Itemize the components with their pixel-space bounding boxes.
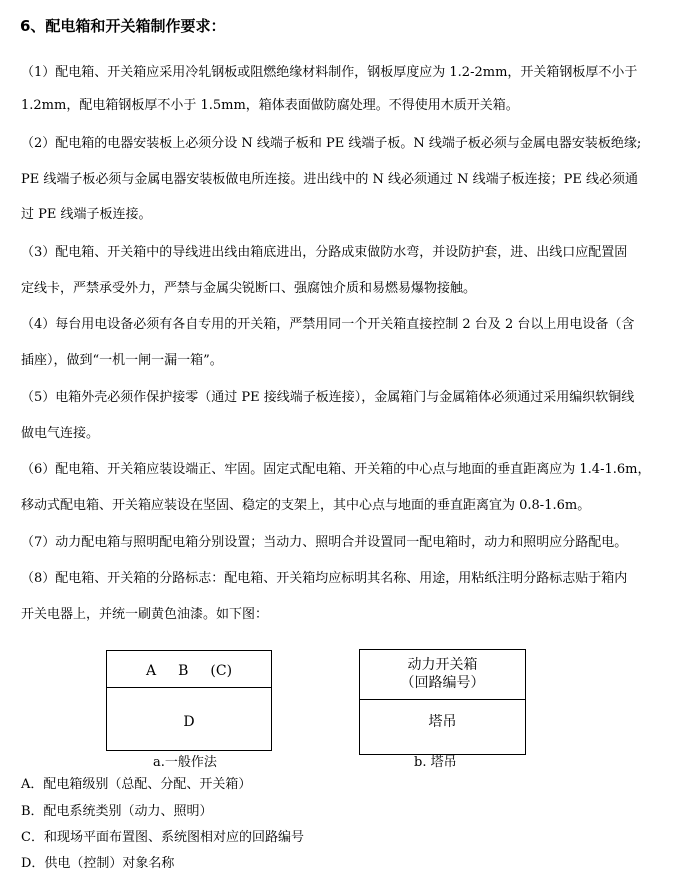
diagram-a-header	[107, 662, 271, 680]
diagram-a-divider	[107, 687, 271, 688]
paragraph-line: 1.2mm，配电箱钢板厚不小于 1.5mm，箱体表面做防腐处理。不得使用木质开关箱。	[21, 98, 519, 113]
paragraph-line: （7）动力配电箱与照明配电箱分别设置；当动力、照明合并设置同一配电箱时，动力和照明应分路配电。	[21, 535, 628, 550]
paragraph-line: 过 PE 线端子板连接。	[21, 207, 152, 222]
diagram-b-caption: b. 塔吊	[414, 755, 457, 770]
diagram-b-box	[359, 649, 526, 755]
paragraph-line: 开关电器上，并统一刷黄色油漆。如下图：	[21, 607, 269, 622]
diagram-a-box	[106, 650, 272, 751]
paragraph-line: （5）电箱外壳必须作保护接零（通过 PE 接线端子板连接），金属箱门与金属箱体必须通过采用编织软铜线	[21, 390, 635, 405]
paragraph-line: （8）配电箱、开关箱的分路标志：配电箱、开关箱均应标明其名称、用途，用粘纸注明分路标志贴于箱内	[21, 571, 628, 586]
legend-item-c: C．和现场平面布置图、系统图相对应的回路编号	[21, 830, 304, 845]
diagram-b-subtitle: （回路编号）	[400, 675, 485, 691]
diagram-a-label-d: D	[183, 714, 195, 730]
paragraph-line: （1）配电箱、开关箱应采用冷轧钢板或阻燃绝缘材料制作，钢板厚度应为 1.2-2mm，开关箱钢板厚不小于	[21, 65, 638, 80]
diagram-a-label-c: (C)	[210, 663, 233, 679]
legend-item-d: D．供电（控制）对象名称	[21, 856, 175, 871]
paragraph-line: PE 线端子板必须与金属电器安装板做电所连接。进出线中的 N 线必须通过 N 线端子板连接；PE 线必须通	[21, 172, 639, 187]
paragraph-line: 移动式配电箱、开关箱应装设在坚固、稳定的支架上，其中心点与地面的垂直距离宜为 0.8-1.6m。	[21, 498, 591, 513]
paragraph-line: 定线卡，严禁承受外力，严禁与金属尖锐断口、强腐蚀介质和易燃易爆物接触。	[21, 281, 477, 296]
diagram-a-label-a: A	[145, 663, 157, 679]
diagram-b-title: 动力开关箱	[407, 657, 478, 673]
diagram-a-caption: a.一般作法	[153, 755, 217, 770]
paragraph-line: 插座），做到“一机一闸一漏一箱”。	[21, 353, 223, 368]
diagram-a-label-b: B	[178, 663, 189, 679]
diagram-b-bottom: 塔吊	[428, 714, 457, 730]
legend-item-a: A．配电箱级别（总配、分配、开关箱）	[21, 777, 252, 792]
paragraph-line: （3）配电箱、开关箱中的导线进出线由箱底进出，分路成束做防水弯，并设防护套，进、出线口应配置固	[21, 245, 628, 260]
paragraph-line: （4）每台用电设备必须有各自专用的开关箱，严禁用同一个开关箱直接控制 2 台及 2 台以上用电设备（含	[21, 317, 635, 332]
section-title: 6、配电箱和开关箱制作要求：	[20, 17, 226, 35]
legend-item-b: B．配电系统类别（动力、照明）	[21, 804, 213, 819]
diagram-b-divider	[360, 699, 525, 700]
paragraph-line: （6）配电箱、开关箱应装设端正、牢固。固定式配电箱、开关箱的中心点与地面的垂直距离应为 1.4-1.6m，	[21, 462, 651, 477]
paragraph-line: 做电气连接。	[21, 426, 100, 441]
paragraph-line: （2）配电箱的电器安装板上必须分设 N 线端子板和 PE 线端子板。N 线端子板必须与金属电器安装板绝缘;	[21, 136, 642, 151]
